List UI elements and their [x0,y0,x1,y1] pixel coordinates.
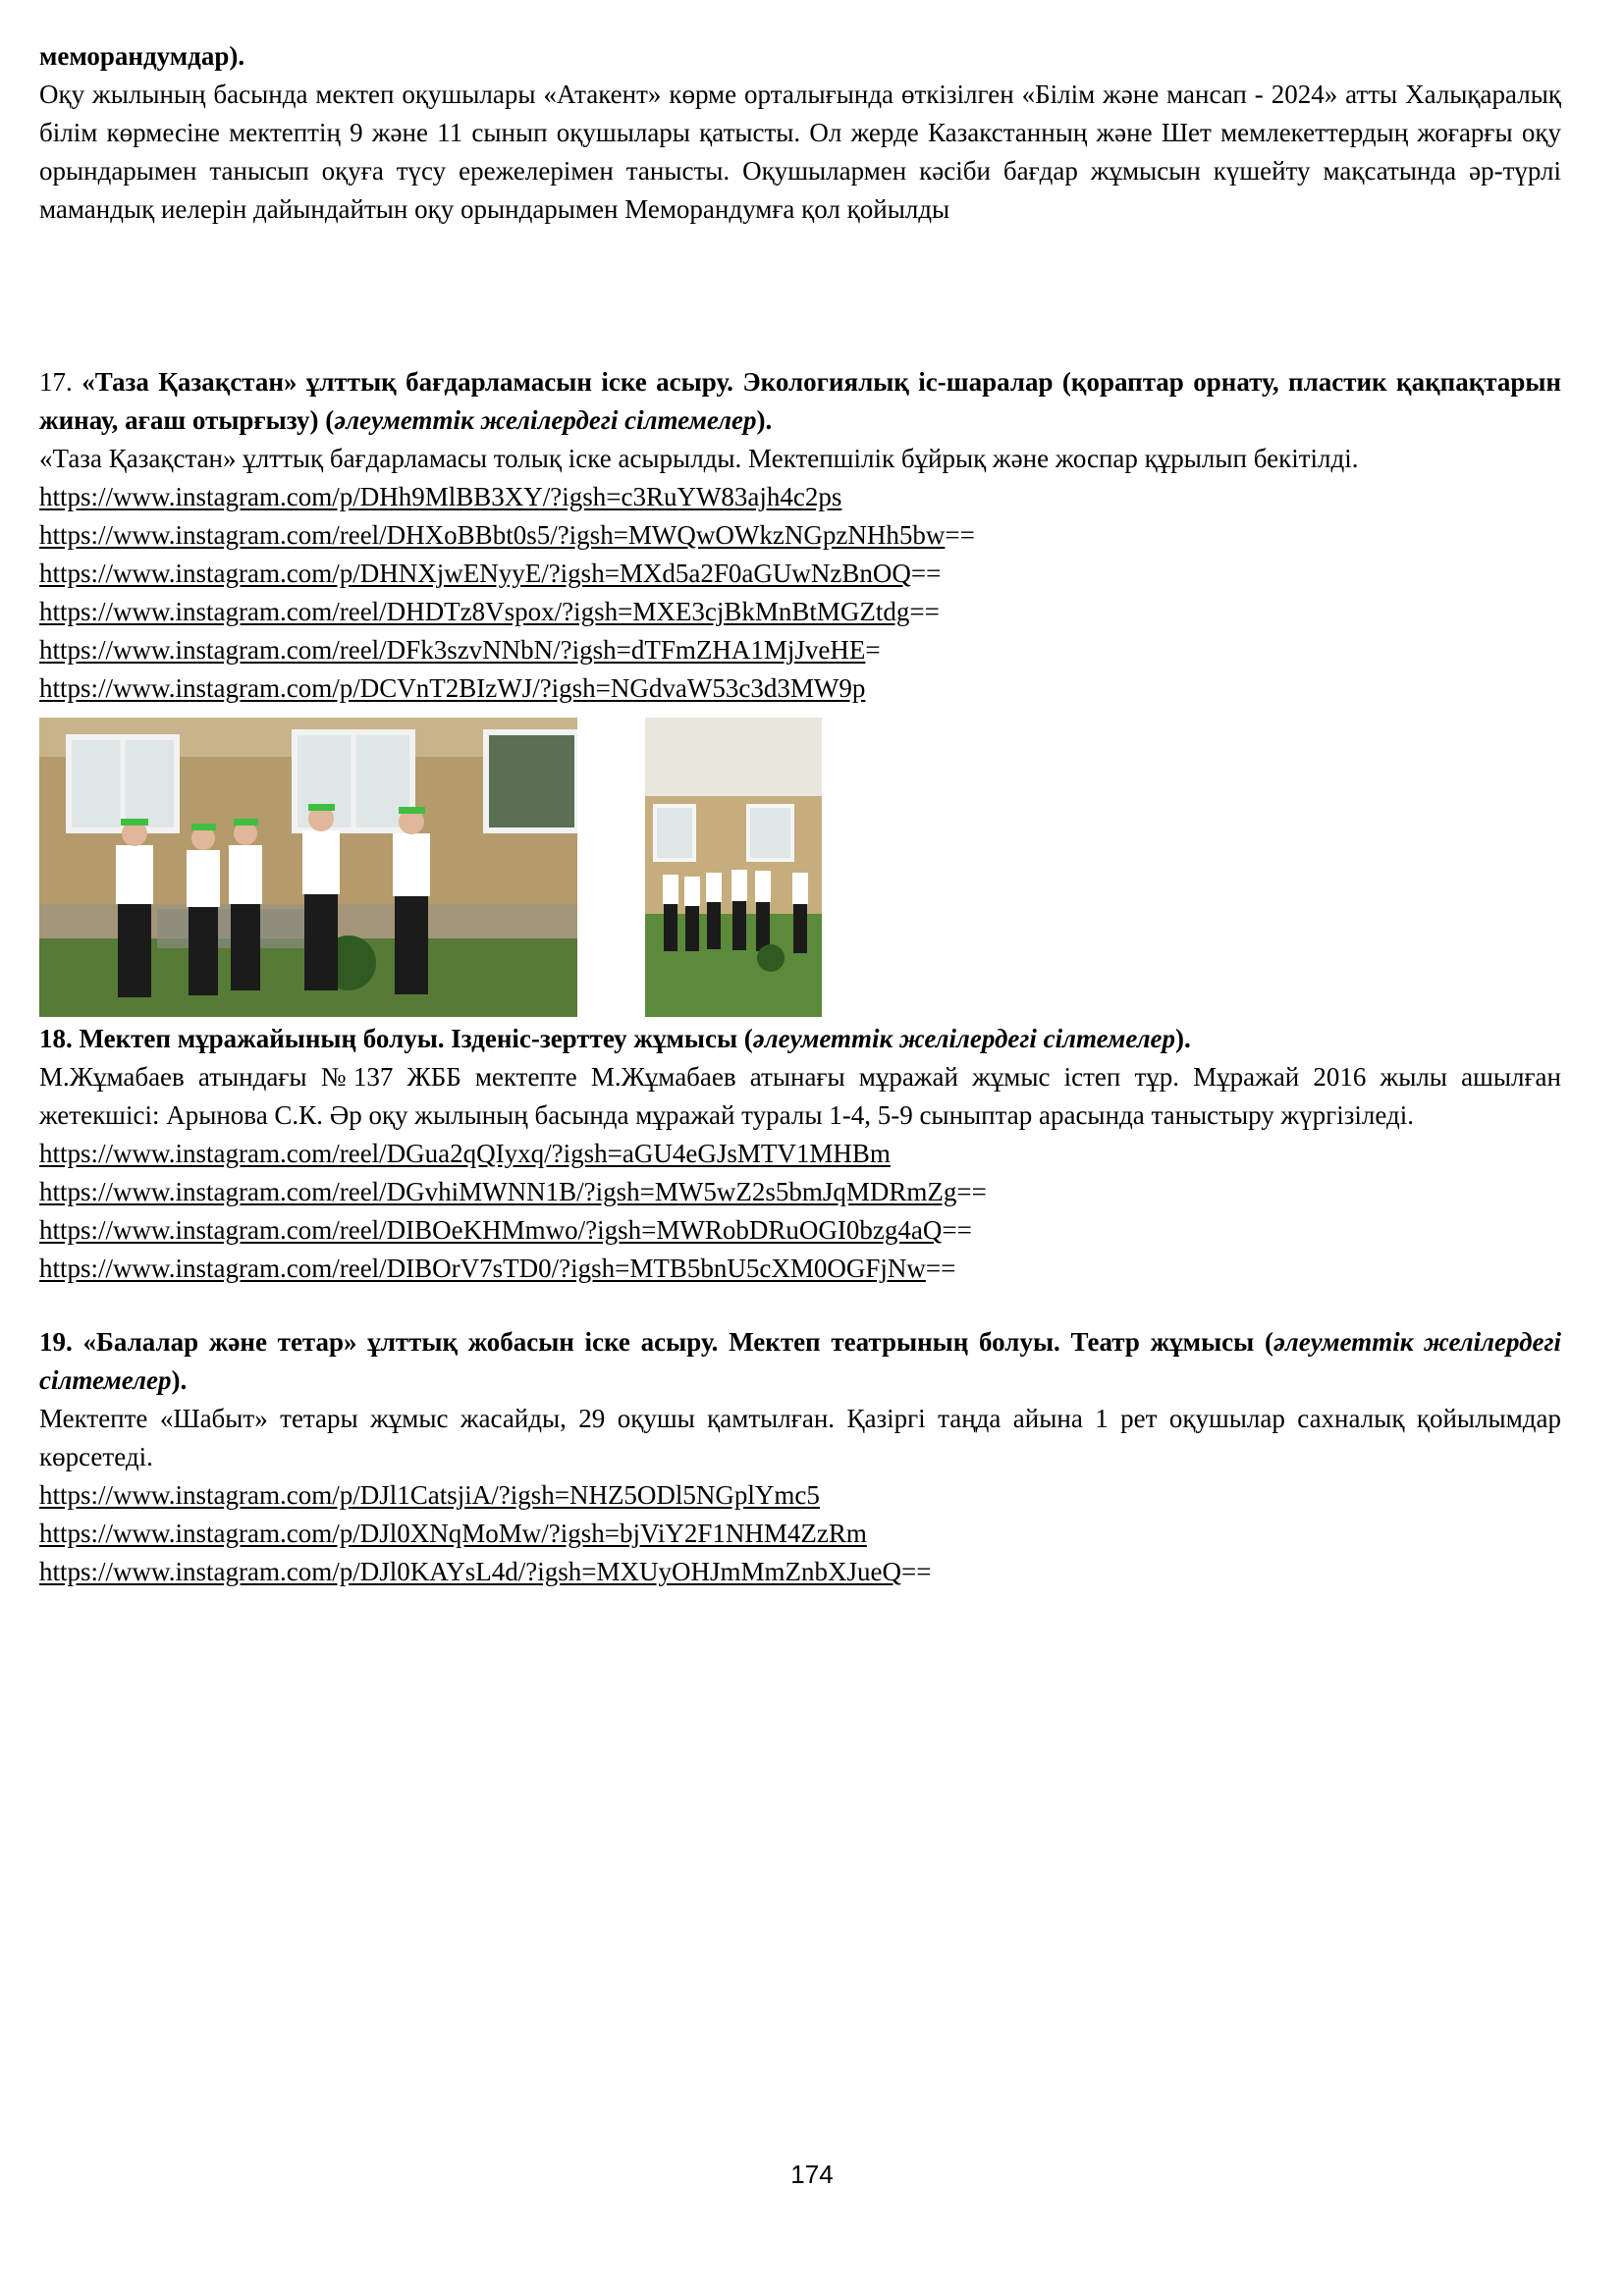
intro-title: меморандумдар). [39,41,245,71]
instagram-link[interactable]: https://www.instagram.com/p/DHh9MlBB3XY/?igsh=c3RuYW83ajh4c2ps [39,482,842,511]
tree-planting-photo-large [39,718,577,1017]
link-row [39,1250,1561,1288]
link-tail: == [909,597,940,626]
link-row [39,631,1561,669]
spacer [39,229,1561,363]
link-row [39,1476,1561,1515]
instagram-link[interactable]: https://www.instagram.com/reel/DHDTz8Vspox/?igsh=MXE3cjBkMnBtMGZtdg [39,597,910,626]
link-tail: = [865,635,881,665]
section-17-number: 17. [39,367,82,397]
link-tail: == [956,1177,987,1206]
instagram-link[interactable]: https://www.instagram.com/p/DJl1CatsjiA/?igsh=NHZ5ODl5NGplYmc5 [39,1480,820,1510]
intro-text: Оқу жылының басында мектеп оқушылары «Атакент» көрме орталығында өткізілген «Білім және мансап - 2024» атты Халықаралық білім көрмесіне мектептің 9 және 11 сынып оқушылары қатысты. Ол жерде Казакстанның және Шет мемлекеттердың жоғарғы оқу орындарымен танысып оқуға түсу ережелерімен танысты. Оқушылармен кәсіби бағдар жұмысын күшейту мақсатында әр-түрлі мамандық иелерін дайындайтын оқу орындарымен Меморандумға қол қойылды [39,80,1561,224]
section-19-title-italic: әлеуметтік желілердегі сілтемелер [39,1327,1561,1395]
section-19-title-end: ). [171,1365,188,1395]
page-number: 174 [790,2160,834,2189]
link-row [39,593,1561,631]
section-17-links [39,478,1561,708]
document-page [39,37,1561,1591]
link-row [39,1135,1561,1173]
link-row [39,1211,1561,1250]
instagram-link[interactable]: https://www.instagram.com/reel/DGvhiMWNN1B/?igsh=MW5wZ2s5bmJqMDRmZg [39,1177,957,1206]
section-18-links [39,1135,1561,1288]
link-tail: == [925,1254,956,1283]
section-17-text: «Таза Қазақстан» ұлттық бағдарламасы толық іске асырылды. Мектепшілік бұйрық және жоспар құрылып бекітілді. [39,444,1359,473]
section-19-links [39,1476,1561,1591]
instagram-link[interactable]: https://www.instagram.com/p/DCVnT2BIzWJ/?igsh=NGdvaW53c3d3MW9p [39,673,866,703]
link-row [39,555,1561,593]
link-tail: == [942,1215,972,1245]
instagram-link[interactable]: https://www.instagram.com/reel/DGua2qQIyxq/?igsh=aGU4eGJsMTV1MHBm [39,1139,891,1168]
tree-planting-photo-small [645,718,822,1017]
instagram-link[interactable]: https://www.instagram.com/p/DJl0KAYsL4d/?igsh=MXUyOHJmMmZnbXJueQ [39,1557,901,1586]
link-tail: == [910,559,942,588]
instagram-link[interactable]: https://www.instagram.com/reel/DHXoBBbt0s5/?igsh=MWQwOWkzNGpzNHh5bw [39,520,946,550]
section-18-text: М.Жұмабаев атындағы №137 ЖББ мектепте М.Жұмабаев атынағы мұражай жұмыс істеп тұр. Мұражай 2016 жылы ашылған жетекшісі: Арынова С.К. Әр оқу жылының басында мұражай туралы 1-4, 5-9 сыныптар арасында таныстыру жүргізіледі. [39,1062,1561,1130]
instagram-link[interactable]: https://www.instagram.com/reel/DIBOrV7sTD0/?igsh=MTB5bnU5cXM0OGFjNw [39,1254,926,1283]
section-18-title-end: ). [1175,1024,1191,1053]
instagram-link[interactable]: https://www.instagram.com/p/DJl0XNqMoMw/?igsh=bjViY2F1NHM4ZzRm [39,1519,867,1548]
instagram-link[interactable]: https://www.instagram.com/reel/DFk3szvNNbN/?igsh=dTFmZHA1MjJveHE [39,635,866,665]
spacer [39,1288,1561,1323]
section-18-title [39,1020,1561,1058]
link-row [39,1553,1561,1591]
photo-row [39,718,1561,1020]
section-17-title-italic: әлеуметтік желілердегі сілтемелер [334,405,757,435]
section-19-title-bold: 19. «Балалар және тетар» ұлттық жобасын іске асыру. Мектеп театрының болуы. Театр жұмысы ( [39,1327,1273,1357]
section-18-title-bold: 18. Мектеп мұражайының болуы. Ізденіс-зерттеу жұмысы ( [39,1024,753,1053]
section-18-title-italic: әлеуметтік желілердегі сілтемелер [752,1024,1176,1053]
section-19-text: Мектепте «Шабыт» тетары жұмыс жасайды, 29 оқушы қамтылған. Қазіргі таңда айына 1 рет оқушылар сахналық қойылымдар көрсетеді. [39,1404,1561,1471]
section-17-title-end: ). [756,405,773,435]
link-row [39,1515,1561,1553]
link-row [39,1173,1561,1211]
instagram-link[interactable]: https://www.instagram.com/reel/DIBOeKHMmwo/?igsh=MWRobDRuOGI0bzg4aQ [39,1215,943,1245]
section-17-title-bold: «Таза Қазақстан» ұлттық бағдарламасын іске асыру. Экологиялық іс-шаралар (қораптар орнату, пластик қақпақтарын жинау, ағаш отырғызу) ( [39,367,1562,435]
link-row [39,478,1561,516]
link-tail: == [900,1557,932,1586]
section-17-title [39,363,1561,440]
link-row [39,516,1561,555]
section-19-title [39,1323,1561,1400]
instagram-link[interactable]: https://www.instagram.com/p/DHNXjwENyyE/?igsh=MXd5a2F0aGUwNzBnOQ [39,559,911,588]
link-tail: == [945,520,975,550]
link-row [39,669,1561,708]
